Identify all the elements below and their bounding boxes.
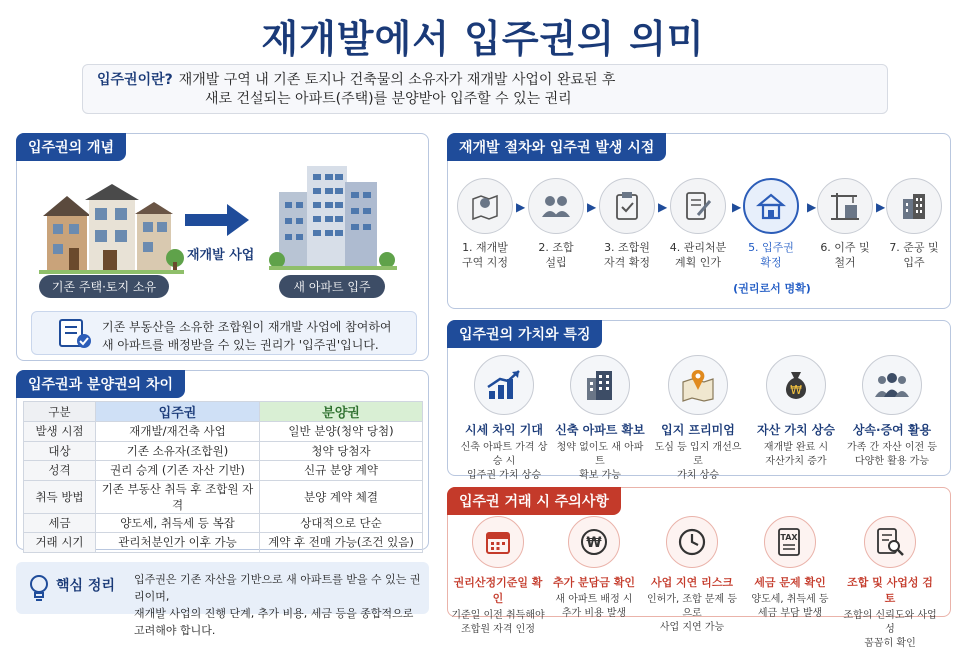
value-item-3-desc: 도심 등 입지 개선으로 가치 상승 [654,442,742,481]
chevron-right-icon: ▶ [732,200,742,214]
definition-question: 입주권이란? [97,72,173,88]
table-row [24,422,423,442]
map-pin-icon [470,191,500,221]
clipboard-check-icon [614,191,640,221]
summary-line1: 입주권은 기존 자산을 기반으로 새 아파트를 받을 수 있는 권리이며, [134,573,421,603]
building-icon [583,368,617,402]
caution-item-1-title: 권리산정기준일 확인 [453,576,543,605]
summary-text [134,571,424,639]
step-6 [814,178,876,270]
step-5-label: 5. 입주권 확정 [748,241,794,269]
value-item-4 [748,355,844,469]
value-item-5-title: 상속·증여 활용 [852,423,932,437]
redevelopment-label: 재개발 사업 [187,248,255,263]
caution-item-2-circle [568,516,620,568]
caution-item-3 [644,516,740,635]
step-7-circle [886,178,942,234]
tax-document-icon [776,527,804,557]
existing-ownership-caption: 기존 주택·토지 소유 [39,275,169,298]
chevron-right-icon: ▶ [807,200,817,214]
process-panel [447,133,951,309]
value-item-1-circle [474,355,534,415]
cell-presale: 상대적으로 단순 [260,513,423,533]
caution-item-1-desc: 기준일 이전 취득해야 조합원 자격 인정 [451,610,545,635]
step-7 [883,178,945,270]
table-row [24,513,423,533]
caution-item-5-circle [864,516,916,568]
caution-item-2-desc: 새 아파트 배정 시 추가 비용 발생 [555,594,633,619]
caution-title: 입주권 거래 시 주의사항 [447,487,621,515]
caution-item-2-title: 추가 분담금 확인 [552,576,636,589]
clock-icon [677,527,707,557]
step-3 [596,178,658,270]
step-2-circle [528,178,584,234]
value-item-1 [456,355,552,483]
calendar-icon [484,528,512,556]
concept-note-line2: 새 아파트를 배정받을 수 있는 권리가 '입주권'입니다. [102,338,379,352]
house-icon [756,192,786,220]
step-3-label: 3. 조합원 자격 확정 [603,241,650,269]
row-label: 대상 [24,441,96,461]
concept-note-line1: 기존 부동산을 소유한 조합원이 재개발 사업에 참여하여 [102,320,392,334]
value-item-2-circle [570,355,630,415]
cell-presale: 일반 분양(청약 당첨) [260,422,423,442]
cell-occupancy: 양도세, 취득세 등 복잡 [96,513,260,533]
row-label: 취득 방법 [24,480,96,513]
family-icon [874,371,910,399]
table-row [24,480,423,513]
apartment-icon [899,191,929,221]
value-item-3 [650,355,746,483]
chart-up-icon [486,369,522,401]
caution-panel [447,487,951,649]
step-1-label: 1. 재개발 구역 지정 [461,241,508,269]
row-label: 세금 [24,513,96,533]
step-1 [454,178,516,270]
caution-item-4 [742,516,838,621]
summary-line2: 재개발 사업의 진행 단계, 추가 비용, 세금 등을 종합적으로 고려해야 합니다. [134,607,414,637]
row-label: 성격 [24,461,96,481]
chevron-right-icon: ▶ [587,200,597,214]
value-panel [447,320,951,481]
value-item-5-circle [862,355,922,415]
header-category: 구분 [24,402,96,422]
concept-title: 입주권의 개념 [16,133,126,161]
caution-item-4-title: 세금 문제 확인 [754,576,826,589]
svg-text:₩: ₩ [586,535,602,551]
arrow-right-icon [185,204,249,236]
concept-note [31,311,417,355]
crane-icon [829,191,861,221]
definition-line1: 재개발 구역 내 기존 토지나 건축물의 소유자가 재개발 사업이 완료된 후 [178,72,616,88]
step-6-circle [817,178,873,234]
old-houses-illustration [39,178,184,274]
difference-panel [16,370,429,550]
people-icon [540,193,572,219]
caution-item-3-circle [666,516,718,568]
row-label: 거래 시기 [24,533,96,553]
cell-presale: 신규 분양 계약 [260,461,423,481]
cell-occupancy: 재개발/재건축 사업 [96,422,260,442]
cell-occupancy: 관리처분인가 이후 가능 [96,533,260,553]
caution-item-4-desc: 양도세, 취득세 등 세금 부담 발생 [751,594,829,619]
step-3-circle [599,178,655,234]
value-item-2-desc: 청약 없이도 새 아파트 확보 가능 [556,442,644,481]
difference-table [23,401,423,553]
caution-item-5 [842,516,938,651]
value-item-4-circle [766,355,826,415]
value-item-5-desc: 가족 간 자산 이전 등 다양한 활용 가능 [847,442,937,467]
table-row [24,441,423,461]
value-item-3-title: 입지 프리미엄 [661,423,735,437]
caution-item-5-desc: 조합의 신뢰도와 사업성 꼼꼼히 확인 [843,610,937,649]
step-4-label: 4. 관리처분 계획 인가 [669,241,727,269]
step-4 [667,178,729,270]
table-header-row [24,402,423,422]
highlight-note: (권리로서 명확) [733,282,811,295]
lightbulb-icon [28,574,50,602]
chevron-right-icon: ▶ [876,200,886,214]
value-item-2 [552,355,648,483]
document-edit-icon [684,191,712,221]
concept-panel [16,133,429,361]
svg-text:₩: ₩ [790,383,802,397]
definition-box [82,64,888,114]
header-occupancy-right: 입주권 [96,402,260,422]
table-row [24,533,423,553]
caution-item-3-title: 사업 지연 리스크 [650,576,734,589]
certificate-icon [58,318,92,350]
page-title: 재개발에서 입주권의 의미 [261,17,705,61]
definition-line2: 새로 건설되는 아파트(주택)를 분양받아 입주할 수 있는 권리 [205,91,572,107]
value-item-3-circle [668,355,728,415]
won-coin-icon [579,527,609,557]
value-item-5 [844,355,940,469]
value-item-4-desc: 재개발 완료 시 자산가치 증가 [763,442,829,467]
svg-text:TAX: TAX [780,533,798,542]
step-5-highlighted [740,178,802,270]
step-4-circle [670,178,726,234]
document-search-icon [875,527,905,557]
money-bag-icon [780,368,812,402]
difference-title: 입주권과 분양권의 차이 [16,370,185,398]
cell-presale: 청약 당첨자 [260,441,423,461]
caution-item-5-title: 조합 및 사업성 검토 [847,576,933,605]
new-apartment-illustration [269,162,397,272]
caution-item-1-circle [472,516,524,568]
step-5-circle [743,178,799,234]
step-7-label: 7. 준공 및 입주 [889,241,939,269]
summary-title: 핵심 정리 [56,578,115,594]
value-title: 입주권의 가치와 특징 [447,320,602,348]
process-title: 재개발 절차와 입주권 발생 시점 [447,133,666,161]
caution-item-3-desc: 인허가, 조합 문제 등으로 사업 지연 가능 [647,594,737,633]
cell-occupancy: 권리 승계 (기존 자산 기반) [96,461,260,481]
row-label: 발생 시점 [24,422,96,442]
cell-presale: 계약 후 전매 가능(조건 있음) [260,533,423,553]
value-item-1-desc: 신축 아파트 가격 상승 시 입주권 가치 상승 [460,442,548,481]
table-row [24,461,423,481]
step-1-circle [457,178,513,234]
value-item-4-title: 자산 가치 상승 [757,423,835,437]
value-item-2-title: 신축 아파트 확보 [555,423,645,437]
chevron-right-icon: ▶ [516,200,526,214]
value-item-1-title: 시세 차익 기대 [465,423,543,437]
step-2-label: 2. 조합 설립 [538,241,574,269]
location-map-icon [680,368,716,402]
caution-item-1 [450,516,546,637]
cell-occupancy: 기존 소유자(조합원) [96,441,260,461]
chevron-right-icon: ▶ [658,200,668,214]
header-presale-right: 분양권 [260,402,423,422]
summary-box [16,562,429,637]
cell-occupancy: 기존 부동산 취득 후 조합원 자격 [96,480,260,513]
new-apartment-caption: 새 아파트 입주 [279,275,385,298]
step-6-label: 6. 이주 및 철거 [820,241,870,269]
caution-item-4-circle [764,516,816,568]
step-2 [525,178,587,270]
cell-presale: 분양 계약 체결 [260,480,423,513]
caution-item-2 [546,516,642,621]
